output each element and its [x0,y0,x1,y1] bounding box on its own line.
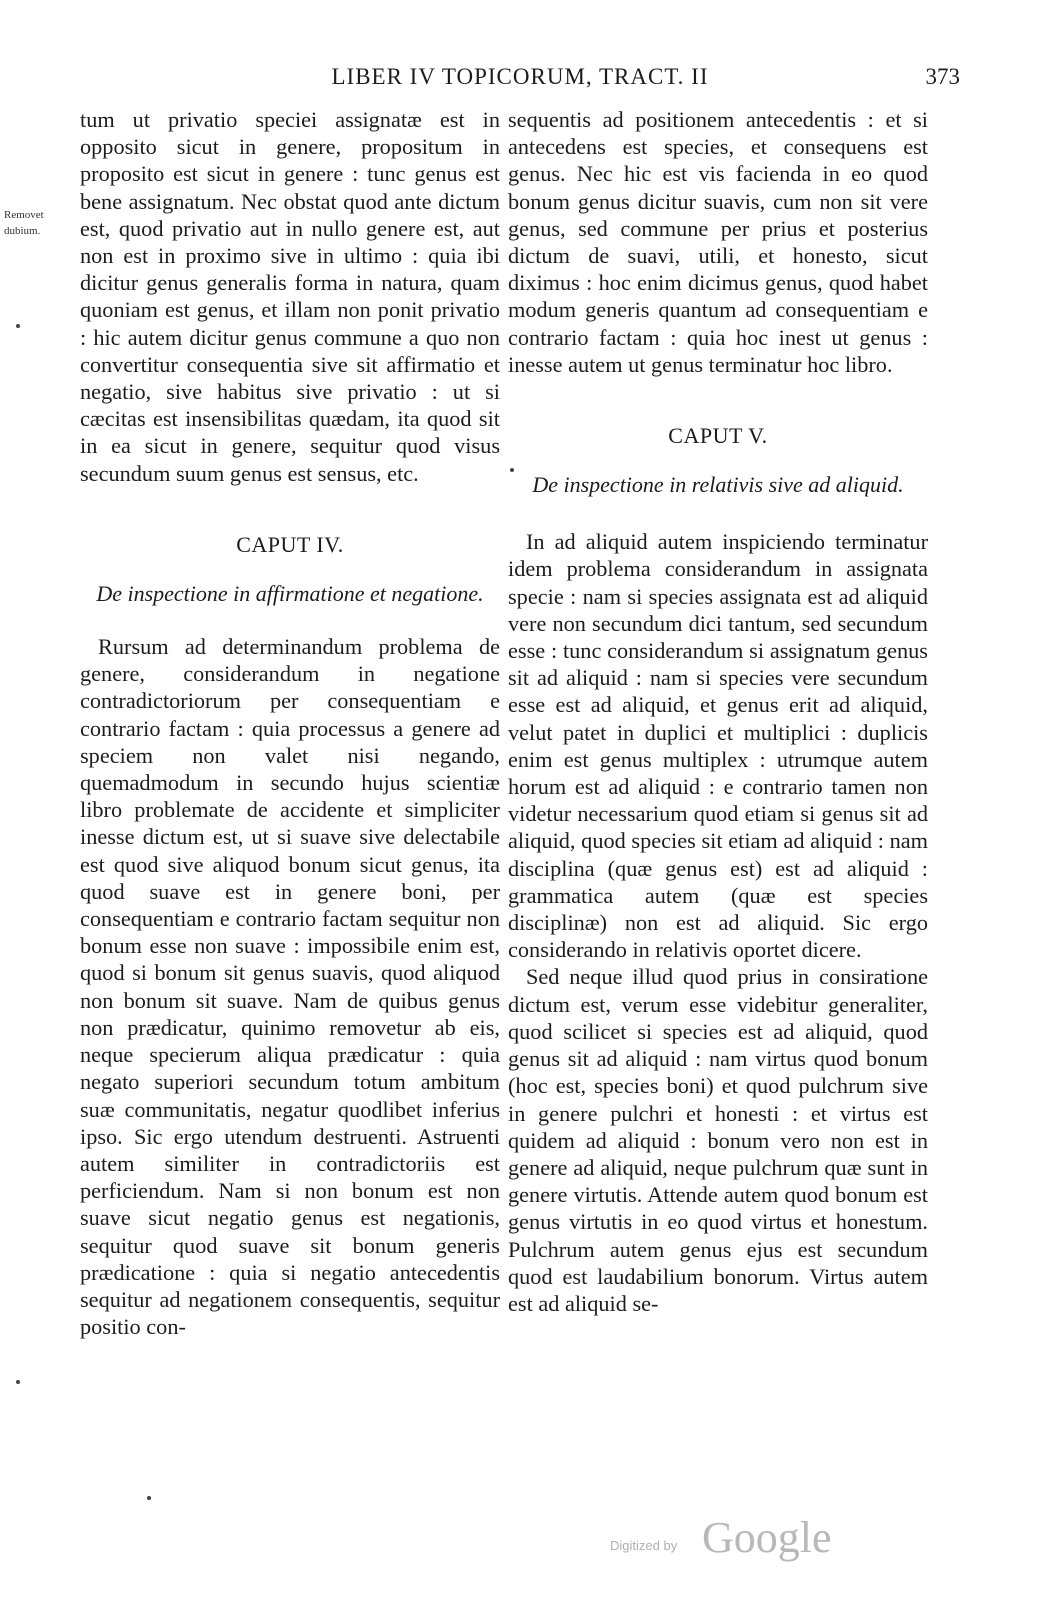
chapter-title: CAPUT IV. [236,531,344,557]
chapter-title: CAPUT V. [668,423,768,449]
right-paragraph-body: In ad aliquid autem inspiciendo terminatur idem problema considerandum in assignata specie : nam si species assignata est ad aliquid vere non secundum dici tantum, sed secundum esse : tunc considerandum si assignatum genus sit ad aliquid : nam si species vere secundum esse est ad aliquid, et genus erit ad aliquid, velut patet in duplici et multiplici : duplicis enim est genus multiplex : utrumque autem horum est ad aliquid : e contrario tamen non videtur necessarium quod etiam si genus sit ad aliquid, quod species sit etiam ad aliquid : nam disciplina (quæ genus est) est ad aliquid : grammatica autem (quæ est species disciplinæ) non est ad aliquid. Sic ergo considerando in relativis oportet dicere. [508,529,928,963]
right-column [508,106,928,1317]
digitized-watermark [610,1508,850,1564]
left-paragraph-continuation: tum ut privatio speciei assignatæ est in opposito sicut in genere, propositum in proposito est sicut in genere : tunc genus est bene assignatum. Nec obstat quod ante dictum est, quod privatio aut in nullo genere est, aut non est in proximo sive in ultimo : quia ibi dicitur genus generalis forma in natura, quam quoniam est genus, et illam non ponit privatio : hic autem dicitur genus commune a quo non convertitur consequentia sive sit affirmatio et negatio, sive habitus sive privatio : ut si cæcitas est insensibilitas quædam, ita quod sit in ea sicut in genere, sequitur quod visus secundum suum genus est sensus, etc. [80,107,500,486]
page-number: 373 [925,64,960,89]
right-paragraph-continuation: sequentis ad positionem antecedentis : et si antecedens est species, et consequens est genus. Nec hic est vis facienda in eo quod bonum genus dicitur suavis, cum non sit vere genus, sed commune per prius et posterius dictum de suavi, utili, et honesto, sicut diximus : hoc enim dicimus genus, quod habet modum generis quantum ad consequentiam e contrario factam : quia hoc inest ut genus : inesse autem ut genus terminatur hoc libro. [508,107,928,377]
ink-speck [510,468,514,472]
margin-note: Removet dubium. [4,209,44,237]
left-column [80,106,500,1340]
ink-speck [16,1380,20,1384]
ink-speck [16,324,20,328]
running-title: LIBER IV TOPICORUM, TRACT. II [331,64,709,89]
google-logo: Google [702,1513,832,1562]
right-paragraph-body: Sed neque illud quod prius in consiratione dictum est, verum esse videbitur generaliter, quod scilicet si species est ad aliquid, quod genus sit ad aliquid : nam virtus quod bonum (hoc est, species boni) et quod pulchrum sive in genere pulchri et honesti : et virtus est quidem ad aliquid : bonum vero non est in genere ad aliquid, neque pulchrum quæ sunt in genere virtutis. Attende autem quod bonum est genus virtutis in eo quod virtus et honestum. Pulchrum autem genus ejus est secundum quod est laudabilium bonorum. Virtus autem est ad aliquid se- [508,964,928,1316]
chapter-subtitle: De inspectione in affirmatione et negatione. [96,581,484,607]
chapter-subtitle: De inspectione in relativis sive ad aliquid. [532,472,904,498]
left-paragraph-body: Rursum ad determinandum problema de genere, considerandum in negatione contradictoriorum per consequentiam e contrario factam : quia processus a genere ad speciem non valet nisi negando, quemadmodum in secundo hujus scientiæ libro problemate de accidente et simpliciter inesse dictum est, ut si suave sive delectabile est quod sive aliquod bonum sicut genus, ita quod suave est in genere boni, per consequentiam e contrario factam sequitur non bonum esse non suave : impossibile enim est, quod si bonum sit genus suavis, quod aliquod non bonum sit suave. Nam de quibus genus non prædicatur, quinimo removetur ab eis, neque specierum aliqua prædicatur : quia negato superiori secundum totum ambitum suæ communitatis, negatur quodlibet inferius ipso. Sic ergo utendum destruenti. Astruenti autem similiter in contradictoriis est perficiendum. Nam si non bonum est non suave sicut negatio genus est negationis, sequitur quod suave sit bonum generis prædicatione : quia si negatio antecedentis sequitur ad negationem consequentis, sequitur positio con- [80,634,500,1340]
ink-speck [147,1496,151,1500]
digitized-label: Digitized by [610,1538,678,1553]
running-header [80,58,960,94]
